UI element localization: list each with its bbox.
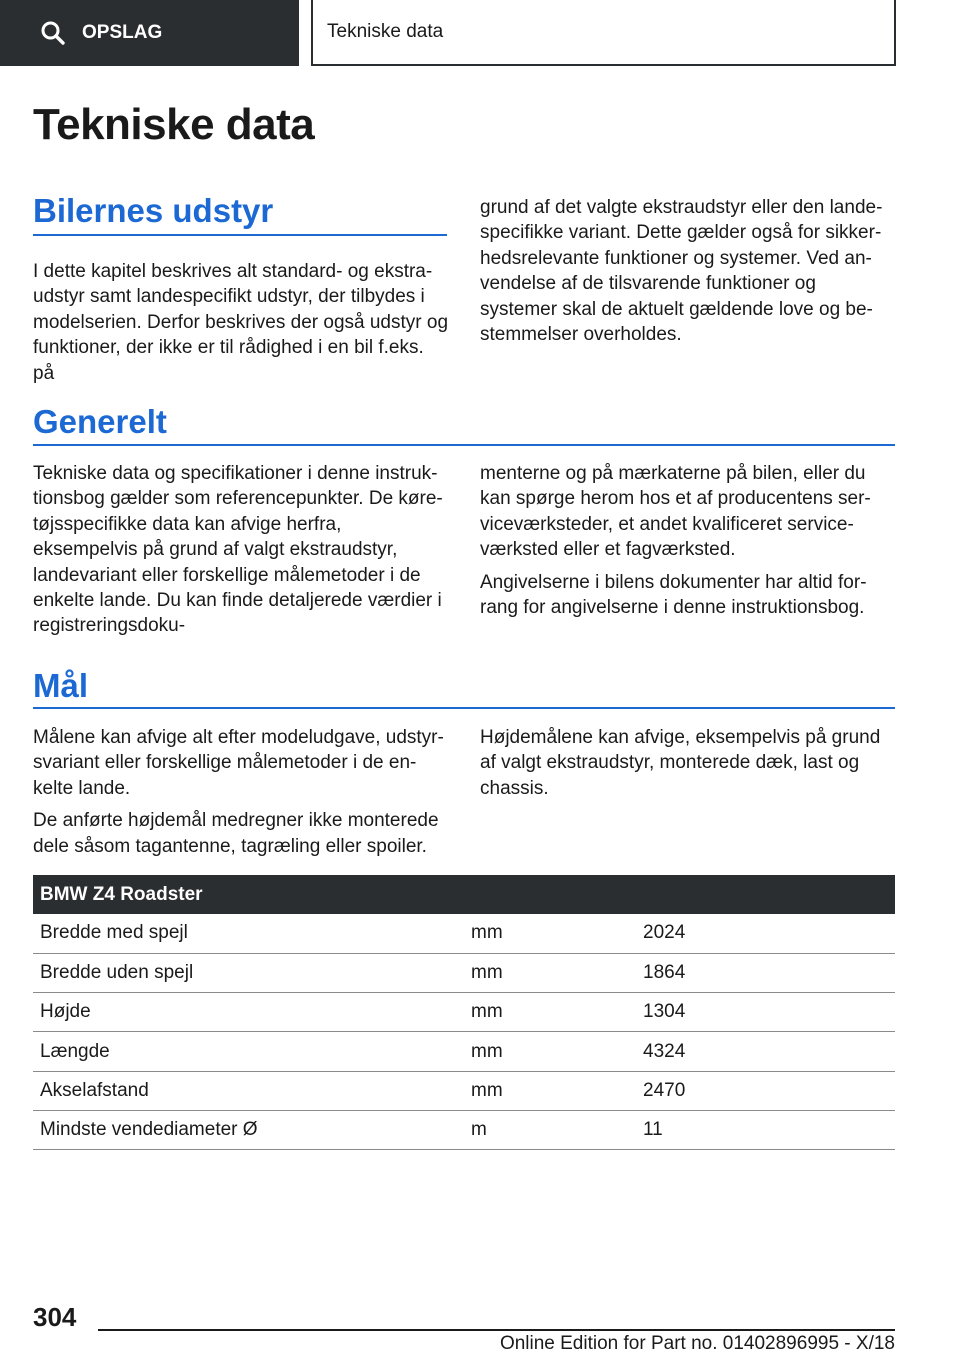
search-icon [40, 20, 66, 46]
section-text-right [480, 461, 895, 620]
paragraph: Angivelserne i bilens dokumenter har altid for-rang for angivelserne i denne instruktionsbog. [480, 571, 867, 619]
paragraph: De anførte højdemål medregner ikke monterede dele såsom tagantenne, tagræling eller spoiler. [33, 810, 439, 857]
page-title: Tekniske data [33, 100, 315, 149]
section-tab[interactable] [311, 0, 896, 66]
row-value: 1304 [636, 993, 895, 1032]
page-number: 304 [33, 1302, 77, 1332]
search-tab-label: OPSLAG [82, 22, 163, 43]
section-text-left [33, 725, 449, 859]
table-row [33, 993, 895, 1032]
row-unit: mm [464, 914, 636, 953]
paragraph: I dette kapitel beskrives alt standard- og ekstra-udstyr samt landespecifikt udstyr, der tilbydes i modelserien. Derfor beskrives der også udstyr og funktioner, der ikke er til rådighed i en bil f.eks. på [33, 261, 449, 384]
section-text-left [33, 461, 449, 639]
row-value: 4324 [636, 1032, 895, 1071]
row-label: Længde [33, 1032, 464, 1071]
table-header-row [33, 875, 895, 914]
row-unit: mm [464, 1071, 636, 1110]
table-row [33, 1110, 895, 1149]
table-header: BMW Z4 Roadster [33, 875, 895, 914]
section-heading-maal: Mål [33, 667, 89, 704]
table-row [33, 1032, 895, 1071]
section-text-left [33, 259, 449, 386]
table-row [33, 1071, 895, 1110]
table-row [33, 914, 895, 953]
section-text-right [480, 725, 895, 801]
dimensions-table [33, 875, 895, 1150]
section-rule [33, 444, 895, 446]
row-unit: mm [464, 953, 636, 992]
section-heading-udstyr: Bilernes udstyr [33, 192, 274, 229]
search-tab[interactable] [0, 0, 299, 66]
row-label: Akselafstand [33, 1071, 464, 1110]
paragraph: grund af det valgte ekstraudstyr eller den lande-specifikke variant. Dette gælder også for sikker-hedsrelevante funktioner og systemer. Ved an-vendelse af de tilsvarende funktioner og systemer skal de aktuelt gældende love og be-stemmelser overholdes. [480, 197, 883, 346]
paragraph: Højdemålene kan afvige, eksempelvis på grund af valgt ekstraudstyr, monterede dæk, last og chassis. [480, 727, 881, 799]
row-value: 11 [636, 1110, 895, 1149]
row-unit: m [464, 1110, 636, 1149]
section-rule [33, 707, 895, 709]
section-text-right [480, 195, 895, 347]
row-label: Bredde uden spejl [33, 953, 464, 992]
table-row [33, 953, 895, 992]
paragraph: Tekniske data og specifikationer i denne instruk-tionsbog gælder som referencepunkter. De køre-tøjsspecifikke data kan afvige herfra, eksempelvis på grund af valgt ekstraudstyr, landevariant eller forskellige målemetoder i de enkelte lande. Du kan finde detaljerede værdier i registreringsdoku- [33, 463, 443, 637]
row-value: 2024 [636, 914, 895, 953]
row-value: 1864 [636, 953, 895, 992]
row-label: Mindste vendediameter Ø [33, 1110, 464, 1149]
footer-edition: Online Edition for Part no. 01402896995 - X/18 [499, 1333, 895, 1354]
footer-rule [98, 1329, 895, 1331]
row-label: Højde [33, 993, 464, 1032]
paragraph: Målene kan afvige alt efter modeludgave, udstyr-svariant eller forskellige målemetoder i de en-kelte lande. [33, 727, 444, 799]
top-bar [0, 0, 960, 66]
row-label: Bredde med spejl [33, 914, 464, 953]
row-unit: mm [464, 1032, 636, 1071]
row-value: 2470 [636, 1071, 895, 1110]
section-tab-label: Tekniske data [327, 21, 444, 42]
section-heading-generelt: Generelt [33, 403, 167, 440]
paragraph: menterne og på mærkaterne på bilen, eller du kan spørge herom hos et af producentens ser-viceværksteder, et andet kvalificeret service-værksted eller et fagværksted. [480, 463, 871, 561]
section-rule [33, 234, 447, 236]
row-unit: mm [464, 993, 636, 1032]
